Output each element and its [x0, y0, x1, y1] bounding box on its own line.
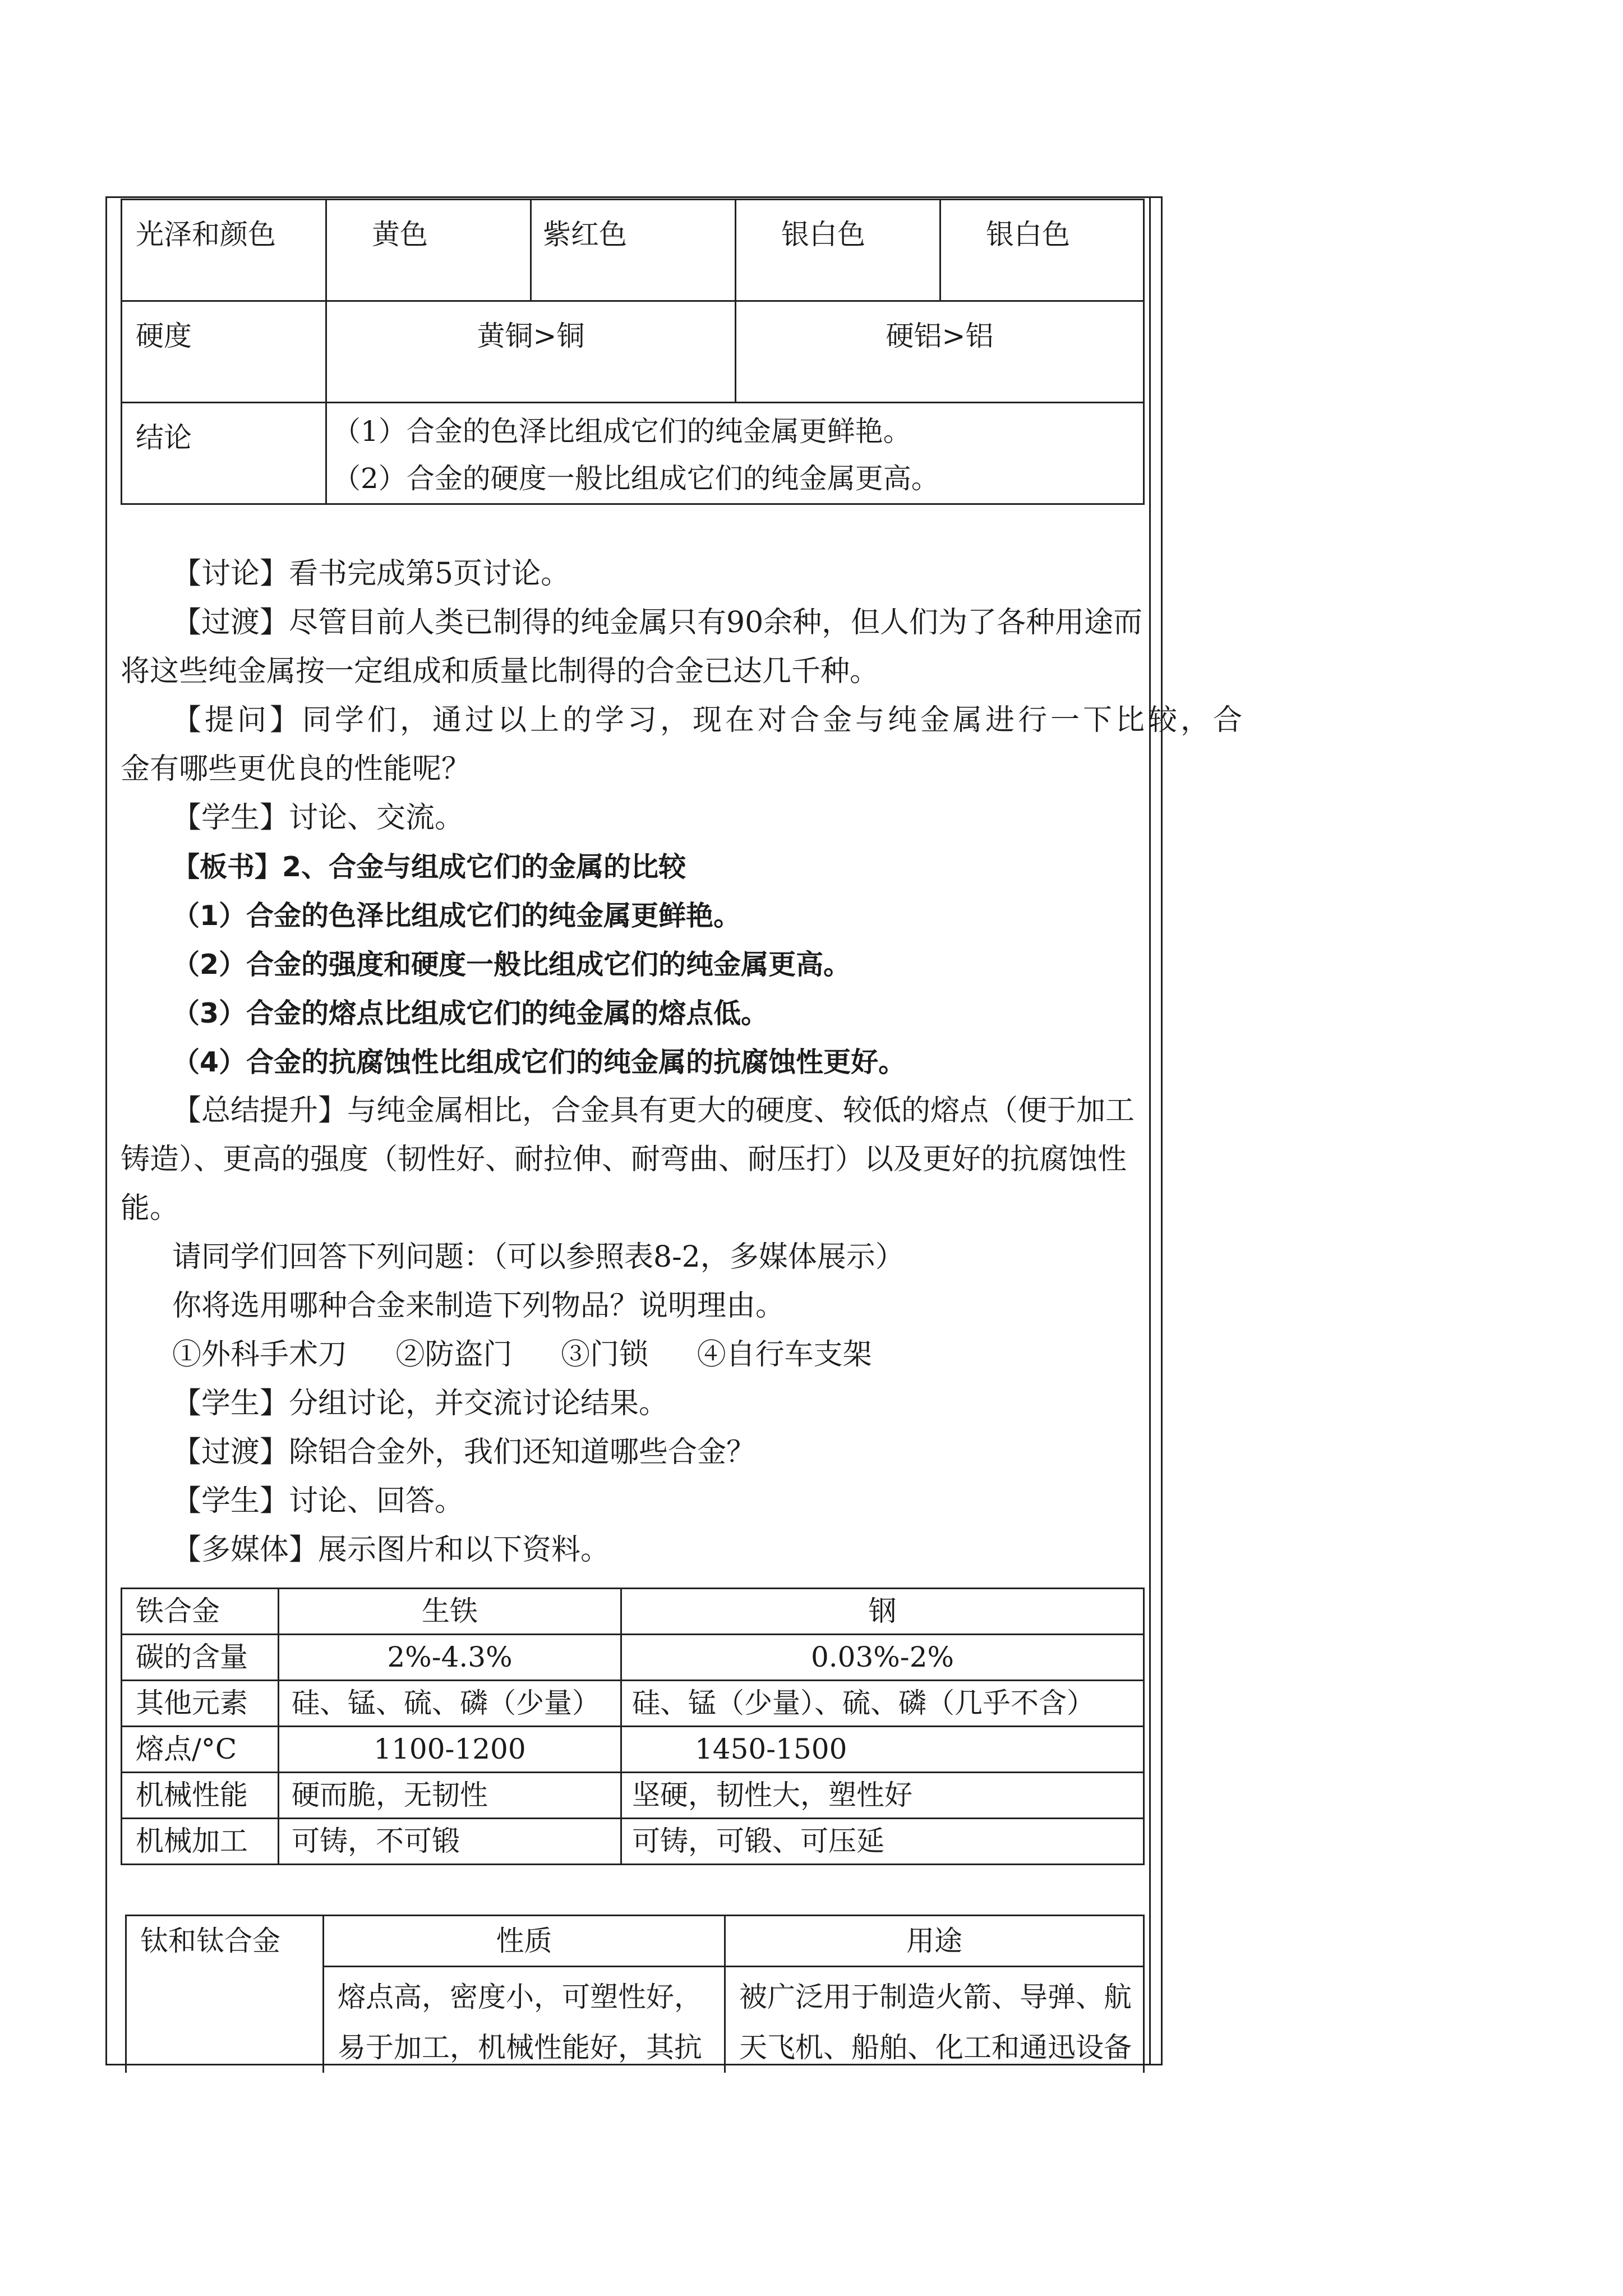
- header-steel: 钢: [621, 1589, 1144, 1635]
- uses-line-2: 天飞机、船舶、化工和通迅设备: [739, 2031, 1132, 2064]
- transition-line-3: 【过渡】除铝合金外，我们还知道哪些合金？: [172, 1435, 756, 1469]
- conclusion-line-1: （1）合金的色泽比组成它们的纯金属更鲜艳。: [333, 415, 911, 448]
- titanium-label: 钛和钛合金: [126, 1916, 324, 2073]
- transition-line-2: 将这些纯金属按一定组成和质量比制得的合金已达几千种。: [121, 655, 879, 688]
- student-line-3: 【学生】讨论、回答。: [172, 1484, 464, 1518]
- transition-line-1: 【过渡】尽管目前人类已制得的纯金属只有90余种，但人们为了各种用途而: [172, 606, 1143, 639]
- label-conclusion: 结论: [122, 403, 326, 504]
- titanium-uses: [725, 1967, 1144, 2073]
- exercise-intro: 请同学们回答下列问题：（可以参照表8-2，多媒体展示）: [172, 1240, 905, 1274]
- cell-aluminum-color: 银白色: [940, 200, 1144, 301]
- table-row: [122, 1819, 1144, 1865]
- pig-iron-value: 1100-1200: [279, 1727, 621, 1773]
- steel-value: 1450-1500: [621, 1727, 1144, 1773]
- pig-iron-value: 可铸，不可锻: [279, 1819, 621, 1865]
- table-row: [122, 1727, 1144, 1773]
- pig-iron-value: 硅、锰、硫、磷（少量）: [279, 1681, 621, 1727]
- titanium-properties: [324, 1967, 725, 2073]
- table-row: [122, 1773, 1144, 1819]
- summary-line-3: 能。: [121, 1191, 179, 1225]
- lesson-body: [121, 550, 1246, 1575]
- discussion-line: 【讨论】看书完成第5页讨论。: [172, 557, 570, 591]
- cell-conclusion: [326, 403, 1144, 504]
- board-point-2: （2）合金的强度和硬度一般比组成它们的纯金属更高。: [172, 949, 851, 981]
- cell-copper-hardness: 黄铜>铜: [326, 301, 736, 403]
- row-label: 熔点/°C: [122, 1727, 279, 1773]
- conclusion-line-2: （2）合金的硬度一般比组成它们的纯金属更高。: [333, 462, 939, 495]
- exercise-items: [121, 1331, 1130, 1379]
- cell-aluminum-hardness: 硬铝>铝: [736, 301, 1144, 403]
- item-scalpel: ①外科手术刀: [172, 1338, 348, 1372]
- pig-iron-value: 硬而脆，无韧性: [279, 1773, 621, 1819]
- cell-copper-color: 紫红色: [531, 200, 736, 301]
- cell-duralumin-color: 银白色: [736, 200, 940, 301]
- row-label: 机械加工: [122, 1819, 279, 1865]
- pig-iron-value: 2%-4.3%: [279, 1635, 621, 1681]
- label-luster-color: 光泽和颜色: [122, 200, 326, 301]
- student-line-1: 【学生】讨论、交流。: [172, 801, 464, 835]
- header-properties: 性质: [324, 1916, 725, 1967]
- student-line-2: 【学生】分组讨论，并交流讨论结果。: [172, 1387, 668, 1420]
- board-point-3: （3）合金的熔点比组成它们的纯金属的熔点低。: [172, 997, 769, 1029]
- steel-value: 坚硬，韧性大，塑性好: [621, 1773, 1144, 1819]
- iron-alloy-table: [121, 1588, 1145, 1865]
- table-row: [122, 1681, 1144, 1727]
- row-label: 机械性能: [122, 1773, 279, 1819]
- cell-brass-color: 黄色: [326, 200, 531, 301]
- board-point-1: （1）合金的色泽比组成它们的纯金属更鲜艳。: [172, 900, 741, 932]
- table-row: [122, 1635, 1144, 1681]
- uses-line-1: 被广泛用于制造火箭、导弹、航: [739, 1981, 1132, 2013]
- steel-value: 0.03%-2%: [621, 1635, 1144, 1681]
- item-bike-stand: ④自行车支架: [697, 1338, 872, 1372]
- board-heading: 【板书】2、合金与组成它们的金属的比较: [172, 851, 686, 883]
- summary-line-2: 铸造）、更高的强度（韧性好、耐拉伸、耐弯曲、耐压打）以及更好的抗腐蚀性: [121, 1143, 1127, 1176]
- row-label: 其他元素: [122, 1681, 279, 1727]
- question-line-2: 金有哪些更优良的性能呢？: [121, 752, 471, 786]
- table-row: [122, 1589, 1144, 1635]
- steel-value: 硅、锰（少量）、硫、磷（几乎不含）: [621, 1681, 1144, 1727]
- properties-line-2: 易于加工，机械性能好，其抗: [338, 2031, 702, 2064]
- multimedia-line: 【多媒体】展示图片和以下资料。: [172, 1533, 610, 1567]
- alloy-properties-table: [121, 199, 1145, 505]
- header-uses: 用途: [725, 1916, 1144, 1967]
- item-security-door: ②防盗门: [395, 1338, 513, 1372]
- row-label: 碳的含量: [122, 1635, 279, 1681]
- item-door-lock: ③门锁: [561, 1338, 649, 1372]
- label-hardness: 硬度: [122, 301, 326, 403]
- board-point-4: （4）合金的抗腐蚀性比组成它们的纯金属的抗腐蚀性更好。: [172, 1046, 906, 1078]
- steel-value: 可铸，可锻、可压延: [621, 1819, 1144, 1865]
- properties-line-1: 熔点高，密度小，可塑性好，: [338, 1981, 702, 2013]
- question-line-1: 【提问】同学们，通过以上的学习，现在对合金与纯金属进行一下比较，合: [172, 703, 1246, 737]
- right-column-divider: [1149, 198, 1151, 2064]
- header-iron-alloy: 铁合金: [122, 1589, 279, 1635]
- header-pig-iron: 生铁: [279, 1589, 621, 1635]
- titanium-table: [125, 1915, 1145, 2073]
- summary-line-1: 【总结提升】与纯金属相比，合金具有更大的硬度、较低的熔点（便于加工: [172, 1094, 1135, 1128]
- exercise-question: 你将选用哪种合金来制造下列物品？说明理由。: [172, 1289, 785, 1323]
